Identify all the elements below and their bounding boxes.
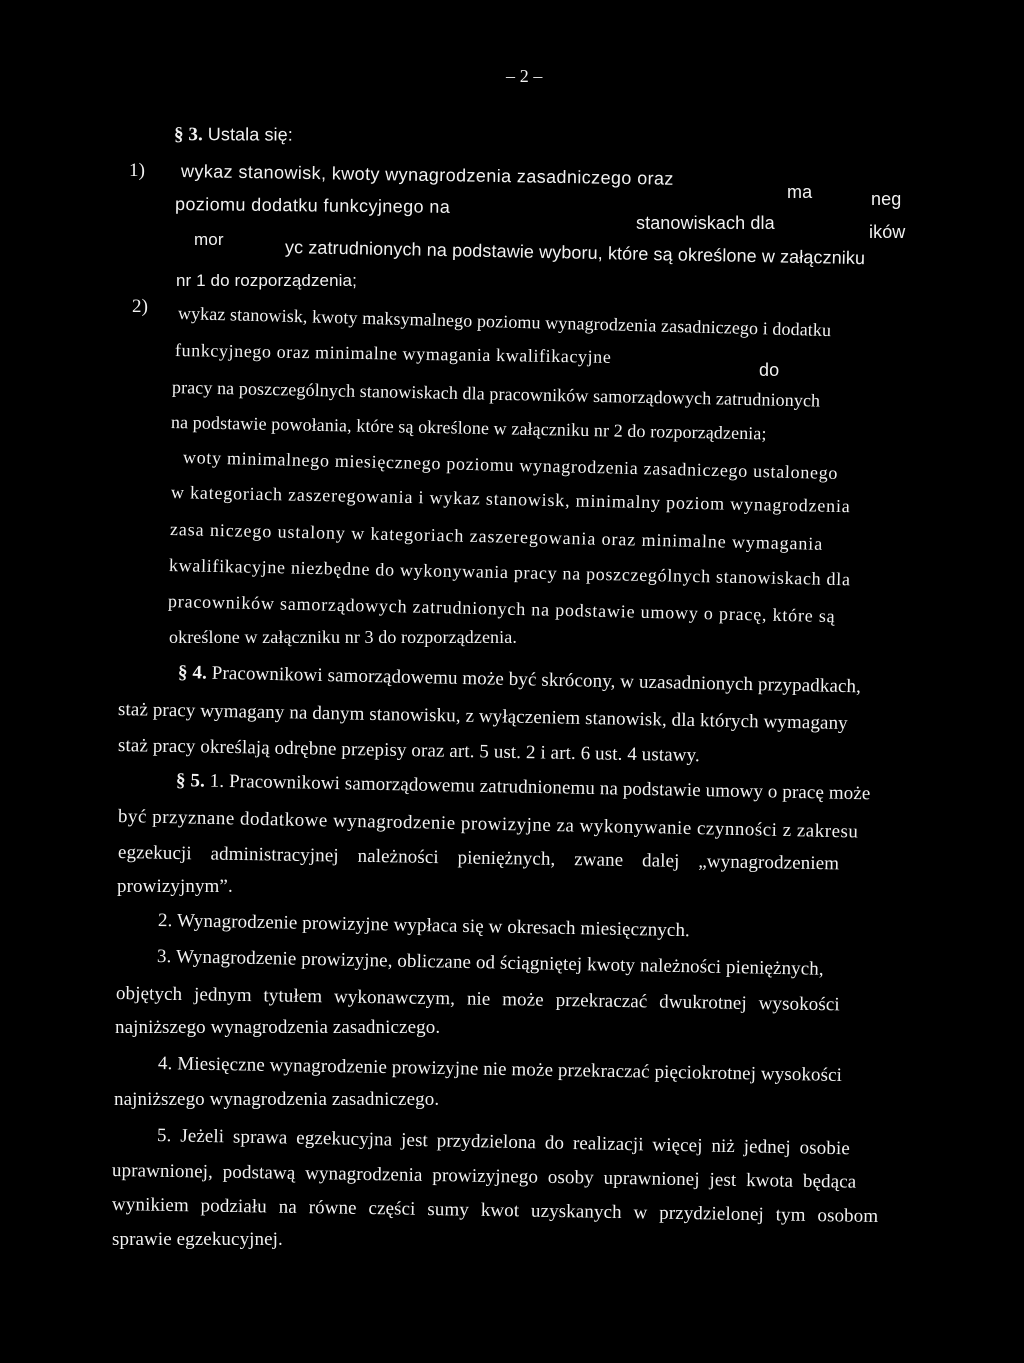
section-4-line-3: staż pracy określają odrębne przepisy oraz art. 5 ust. 2 i art. 6 ust. 4 ustawy.	[117, 735, 700, 767]
section-5-p3-number: 3.	[156, 946, 172, 968]
section-5-p2-number: 2.	[157, 910, 173, 932]
section-5-p2-text: Wynagrodzenie prowizyjne wypłaca się w okresach miesięcznych.	[176, 910, 691, 942]
item-1-marker: 1)	[129, 160, 146, 181]
section-3-heading	[174, 124, 293, 147]
section-5-p4-line-1	[158, 1053, 842, 1088]
item-2-fragment-do: do	[759, 360, 780, 380]
section-5-p1-line-4: prowizyjnym”.	[117, 876, 233, 897]
section-5-p3-line-2: objętych jednym tytułem wykonawczym, nie może przekraczać dwukrotnej wysokości	[115, 983, 840, 1016]
item-2-line-3: pracy na poszczególnych stanowiskach dla pracowników samorządowych zatrudnionych	[171, 377, 821, 411]
item-1-fragment-stanowiskach: stanowiskach dla	[636, 213, 775, 233]
section-4-line-2: staż pracy wymagany na danym stanowisku, z wyłączeniem stanowisk, dla których wymagany	[117, 699, 848, 735]
section-5-p5-number: 5.	[156, 1125, 172, 1147]
item-2-line-2: funkcyjnego oraz minimalne wymagania kwalifikacyjne	[174, 340, 612, 367]
item-1-fragment-mor: mor	[194, 230, 224, 249]
section-5-p1-line-3: egzekucji administracyjnej należności pieniężnych, zwane dalej „wynagrodzeniem	[117, 842, 840, 875]
item-3-line-6: określone w załączniku nr 3 do rozporządzenia.	[169, 627, 517, 647]
section-5-sign: § 5.	[175, 770, 206, 792]
section-5-p1-text-1: Pracownikowi samorządowemu zatrudnionemu na podstawie umowy o pracę może	[228, 771, 871, 805]
section-4-line-1	[178, 662, 861, 699]
item-1-line-4: nr 1 do rozporządzenia;	[176, 271, 357, 290]
section-5-p5-line-4: sprawie egzekucyjnej.	[112, 1229, 283, 1250]
section-5-line-1	[176, 770, 871, 806]
section-5-p4-number: 4.	[157, 1053, 173, 1075]
section-5-p2	[158, 910, 690, 943]
item-1-fragment-neg: neg	[871, 189, 902, 209]
section-5-p4-line-2: najniższego wynagrodzenia zasadniczego.	[114, 1089, 440, 1110]
item-2-marker: 2)	[132, 296, 149, 317]
item-1-fragment-ikow: ików	[869, 222, 906, 242]
section-3-sign: § 3.	[173, 124, 203, 146]
section-5-p1-number: 1.	[209, 770, 225, 792]
item-2-line-4: na podstawie powołania, które są określone w załączniku nr 2 do rozporządzenia;	[170, 412, 767, 444]
section-5-p5-line-3: wynikiem podziału na równe części sumy kwot uzyskanych w przydzielonej tym osobom	[111, 1194, 879, 1228]
item-3-line-3: zasa niczego ustalony w kategoriach zaszeregowania oraz minimalne wymagania	[169, 519, 824, 554]
section-4-sign: § 4.	[177, 662, 208, 684]
item-2-line-1: wykaz stanowisk, kwoty maksymalnego poziomu wynagrodzenia zasadniczego i dodatku	[177, 303, 832, 341]
section-5-p3-line-1	[157, 946, 824, 982]
page-number: – 2 –	[506, 66, 543, 86]
item-1-fragment-ma: ma	[787, 182, 813, 202]
section-5-p3-line-3: najniższego wynagrodzenia zasadniczego.	[115, 1017, 441, 1038]
item-3-line-2: w kategoriach zaszeregowania i wykaz stanowisk, minimalny poziom wynagrodzenia	[170, 482, 851, 517]
section-5-p5-line-1	[157, 1125, 850, 1161]
section-5-p1-line-2: być przyznane dodatkowe wynagrodzenie prowizyjne za wykonywanie czynności z zakresu	[117, 806, 859, 843]
item-3-line-4: kwalifikacyjne niezbędne do wykonywania pracy na poszczególnych stanowiskach dla	[168, 555, 851, 590]
section-5-p5-line-2: uprawnionej, podstawą wynagrodzenia prowizyjnego osoby uprawnionej jest kwota będąca	[111, 1160, 857, 1193]
item-3-line-1: woty minimalnego miesięcznego poziomu wynagrodzenia zasadniczego ustalonego	[182, 447, 839, 484]
section-5-p3-text-1: Wynagrodzenie prowizyjne, obliczane od ściągniętej kwoty należności pieniężnych,	[175, 946, 824, 980]
item-3-line-5: pracowników samorządowych zatrudnionych na podstawie umowy o pracę, które są	[167, 591, 836, 627]
section-4-text-1: Pracownikowi samorządowemu może być skrócony, w uzasadnionych przypadkach,	[211, 662, 862, 698]
section-5-p5-text-1: Jeżeli sprawa egzekucyjna jest przydzielona do realizacji więcej niż jednej osobie	[180, 1125, 851, 1160]
item-1-line-3: yc zatrudnionych na podstawie wyboru, które są określone w załączniku	[284, 237, 866, 269]
item-1-line-1: wykaz stanowisk, kwoty wynagrodzenia zasadniczego oraz	[180, 161, 674, 189]
item-1-line-2: poziomu dodatku funkcyjnego na	[174, 194, 451, 217]
section-5-p4-text-1: Miesięczne wynagrodzenie prowizyjne nie może przekraczać pięciokrotnej wysokości	[177, 1053, 843, 1086]
section-3-title: Ustala się:	[207, 124, 293, 145]
